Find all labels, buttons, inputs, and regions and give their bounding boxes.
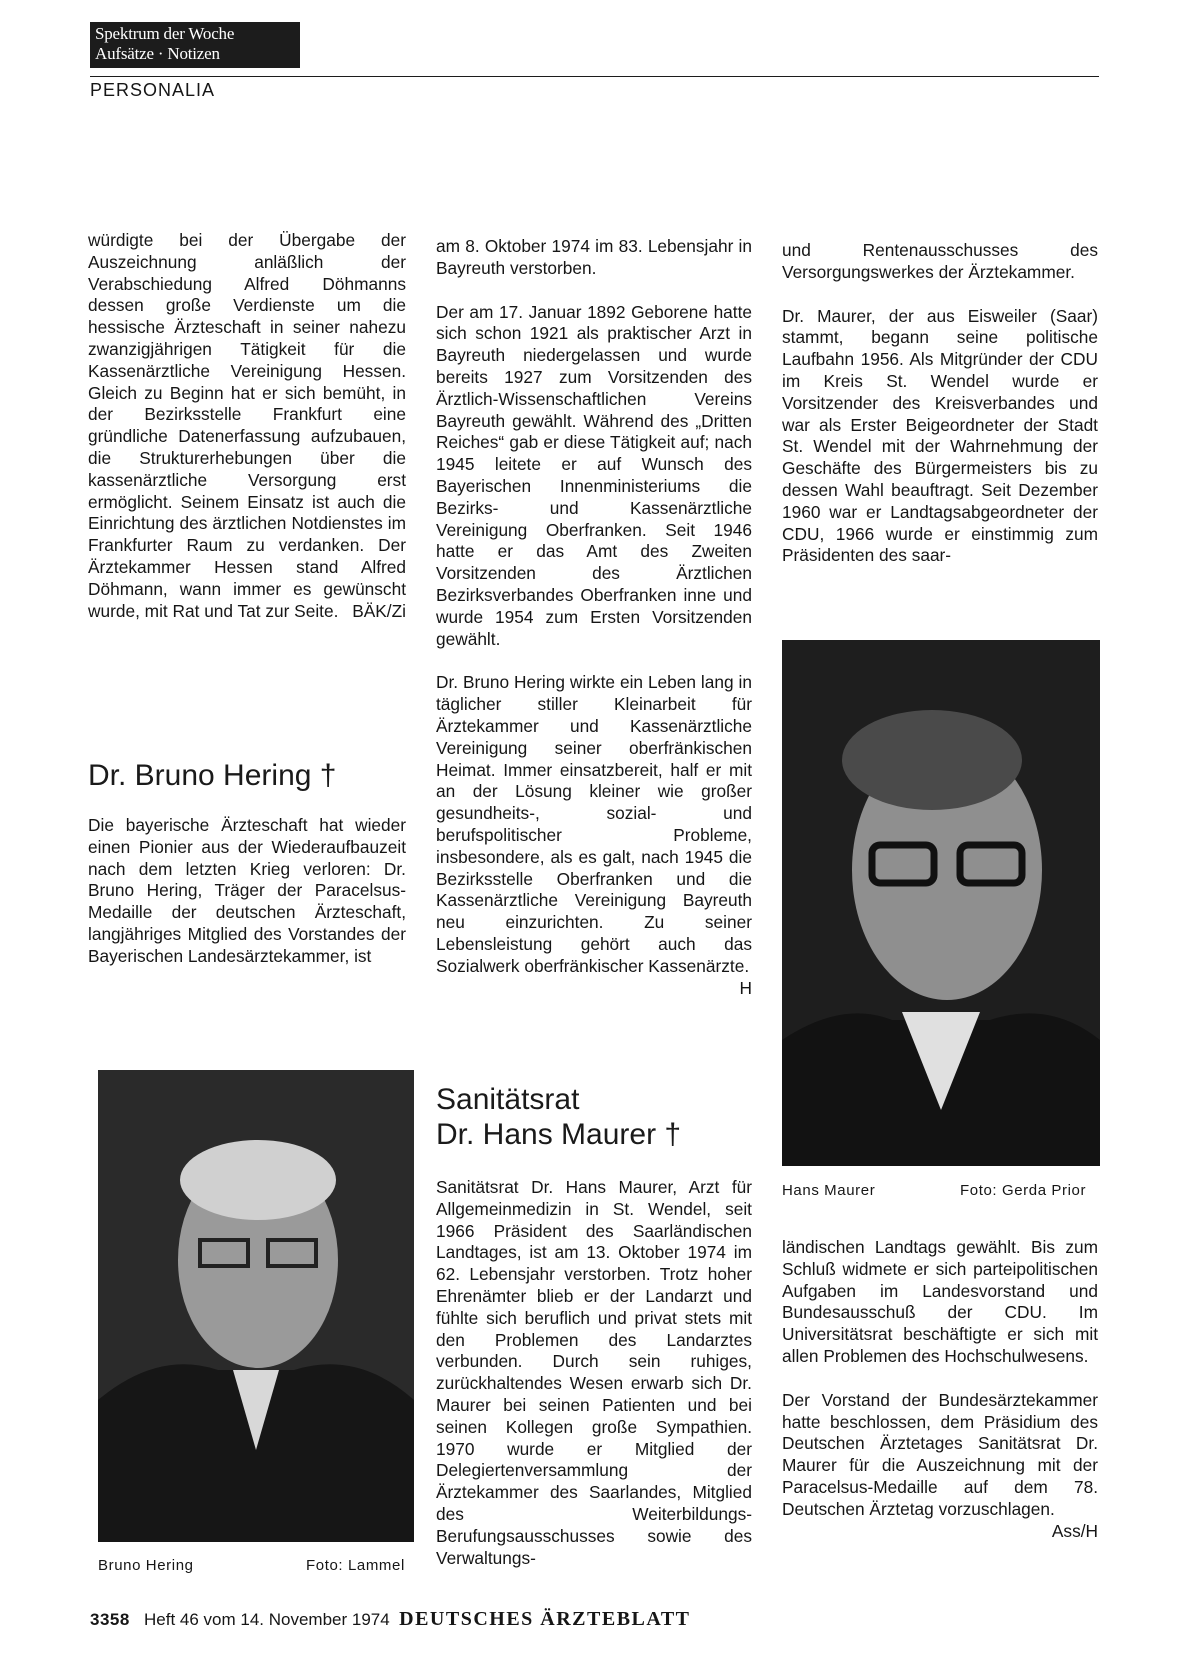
section-label: PERSONALIA: [90, 80, 216, 100]
hering-paragraph-1: Die bayerische Ärzteschaft hat wieder einen Pionier aus der Wiederaufbauzeit nach dem letzten Krieg verloren: Dr. Bruno Hering, Träger der Paracelsus-Medaille der deutschen Ärzteschaft, langjähriges Mitglied des Vorstandes der Bayerischen Landesärztekammer, ist: [88, 815, 406, 966]
maurer-paragraph-1: Sanitätsrat Dr. Hans Maurer, Arzt für Allgemeinmedizin in St. Wendel, seit 1966 Präsident des Saarländischen Landtages, ist am 13. Oktober 1974 im 62. Lebensjahr verstorben. Trotz hoher Ehrenämter blieb er der Landarzt und fühlte sich beruflich und privat stets mit den Problemen des Landarztes verbunden. Durch sein ruhiges, zurückhaltendes Wesen erwarb sich Dr. Maurer bei seinen Patienten und bei seinen Kollegen große Sympathien. 1970 wurde er Mitglied der Delegiertenversammlung der Ärztekammer des Saarlandes, Mitglied des Weiterbildungs-Berufungsausschusses sowie des Verwaltungs-: [436, 1177, 752, 1568]
hering-headline: Dr. Bruno Hering †: [88, 759, 337, 792]
hering-paragraph-2: am 8. Oktober 1974 im 83. Lebensjahr in Bayreuth verstorben.: [436, 236, 752, 278]
series-title: Spektrum der Woche: [95, 24, 235, 43]
maurer-paragraph-5: [782, 1389, 1098, 1541]
intro-text: würdigte bei der Übergabe der Auszeichnung anläßlich der Verabschiedung Alfred Döhmanns dessen große Verdienste um die hessische Ärzteschaft in seiner nahezu zwanzigjährigen Tätigkeit für die Kassenärztliche Vereinigung Hessen. Gleich zu Beginn hat er sich bemüht, in der Bezirksstelle Frankfurt eine gründliche Datenerfassung aufzubauen, die Strukturerhebungen über die kassenärztliche Versorgung erst ermöglicht. Seinem Einsatz ist auch die Einrichtung des ärztlichen Notdienstes im Frankfurter Raum zu verdanken. Der Ärztekammer Hessen stand Alfred Döhmann, wann immer es gewünscht wurde, mit Rat und Tat zur Seite.: [88, 230, 406, 621]
page-number: 3358: [90, 1610, 130, 1629]
column-2-hering: [436, 236, 752, 999]
portrait-silhouette-icon: [782, 640, 1100, 1166]
journal-name: DEUTSCHES ÄRZTEBLATT: [399, 1608, 691, 1630]
portrait-silhouette-icon: [98, 1070, 414, 1542]
maurer-headline-line-1: Sanitätsrat: [436, 1083, 580, 1116]
caption-hering-name: Bruno Hering: [98, 1557, 194, 1574]
hering-signature: H: [739, 977, 752, 998]
photo-bruno-hering: [98, 1070, 414, 1542]
maurer-paragraph-5-text: Der Vorstand der Bundesärztekammer hatte beschlossen, dem Präsidium des Deutschen Ärztetages Sanitätsrat Dr. Maurer für die Auszeichnung mit der Paracelsus-Medaille auf dem 78. Deutschen Ärztetag vorzuschlagen.: [782, 1389, 1098, 1519]
maurer-headline-line-2: Dr. Hans Maurer †: [436, 1118, 682, 1151]
series-subtitle: Aufsätze · Notizen: [95, 44, 220, 63]
hering-paragraph-4-text: Dr. Bruno Hering wirkte ein Leben lang in täglicher stiller Kleinarbeit für Ärztekammer und Kassenärztliche Vereinigung seiner oberfränkischen Heimat. Immer einsatzbereit, half er mit an der Lösung kleiner wie großer gesundheits-, sozial- und berufspolitischer Probleme, insbesondere, als es galt, nach 1945 die Bezirksstelle Oberfranken und die Kassenärztliche Vereinigung Bayreuth neu einzurichten. Zu seiner Lebensleistung gehört auch das Sozialwerk oberfränkischer Kassenärzte.: [436, 672, 752, 976]
intro-signature: BÄK/Zi: [352, 600, 406, 621]
photo-hans-maurer: [782, 640, 1100, 1166]
maurer-paragraph-4: ländischen Landtags gewählt. Bis zum Schluß widmete er sich parteipolitischen Aufgaben im Landesvorstand und Bundesausschuß der CDU. Im Universitätsrat beschäftigte er sich mit allen Problemen des Hochschulwesens.: [782, 1237, 1098, 1366]
column-1-hering: [88, 815, 406, 968]
intro-paragraph: [88, 230, 406, 622]
caption-hering-credit: Foto: Lammel: [306, 1557, 405, 1574]
header-divider: [90, 76, 1099, 77]
column-1-intro: [88, 230, 406, 622]
column-2-maurer: [436, 1177, 752, 1569]
caption-maurer-credit: Foto: Gerda Prior: [960, 1182, 1087, 1199]
maurer-headline: [436, 1082, 752, 1152]
column-3-maurer-bottom: [782, 1237, 1098, 1542]
page-footer: [90, 1608, 691, 1631]
column-3-maurer-top: [782, 240, 1098, 567]
maurer-paragraph-3: Dr. Maurer, der aus Eisweiler (Saar) stammt, begann seine politische Laufbahn 1956. Als Mitgründer der CDU im Kreis St. Wendel wurde er Vorsitzender des Kreisverbandes und war als Erster Beigeordneter der Stadt St. Wendel mit der Wahrnehmung der Geschäfte des Bürgermeisters bis zu dessen Wahl beauftragt. Seit Dezember 1960 war er Landtagsabgeordneter der CDU, 1966 wurde er einstimmig zum Präsidenten des saar-: [782, 305, 1098, 566]
series-header-box: [90, 22, 300, 68]
maurer-paragraph-2: und Rentenausschusses des Versorgungswerkes der Ärztekammer.: [782, 240, 1098, 282]
hering-paragraph-3: Der am 17. Januar 1892 Geborene hatte sich schon 1921 als praktischer Arzt in Bayreuth niedergelassen und wurde bereits 1927 zum Vorsitzenden des Ärztlich-Wissenschaftlichen Vereins Bayreuth gewählt. Während des „Dritten Reiches“ gab er diese Tätigkeit auf; nach 1945 leitete er auf Wunsch des Bayerischen Innenministeriums die Bezirks- und Kassenärztliche Vereinigung Oberfranken. Seit 1946 hatte er das Amt des Zweiten Vorsitzenden des Ärztlichen Bezirksverbandes Oberfranken inne und wurde 1954 zum Ersten Vorsitzenden gewählt.: [436, 301, 752, 649]
hering-paragraph-4: [436, 672, 752, 998]
maurer-signature: Ass/H: [1051, 1520, 1098, 1541]
caption-maurer-name: Hans Maurer: [782, 1182, 876, 1199]
issue-line: Heft 46 vom 14. November 1974: [144, 1610, 390, 1629]
